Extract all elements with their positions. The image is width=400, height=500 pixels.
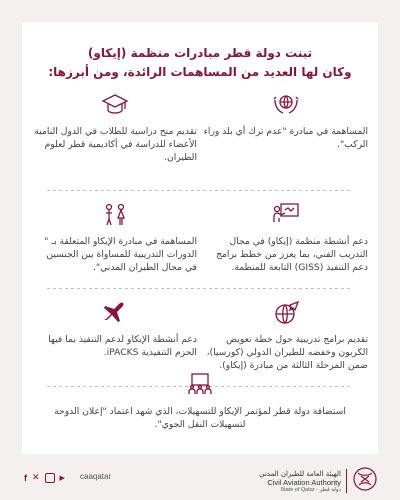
item-ipacks xyxy=(32,298,197,359)
page-title xyxy=(32,44,368,82)
hands-globe-icon xyxy=(203,90,368,120)
logo-subtitle: State of Qatar - دولة قطر xyxy=(280,486,341,493)
row-divider xyxy=(47,288,353,289)
caa-logo xyxy=(259,464,378,498)
airplane-icon xyxy=(32,298,197,328)
logo-divider xyxy=(346,469,347,493)
item-text: تقديم منح دراسية للطلاب في الدول النامية الأعضاء للدراسة في أكاديمية قطر لعلوم الطيران. xyxy=(34,126,197,163)
gender-equality-icon xyxy=(32,200,197,230)
item-scholarships xyxy=(32,90,197,164)
item-corsia xyxy=(203,298,368,372)
footer xyxy=(0,462,400,500)
qatar-emblem-icon xyxy=(352,464,378,498)
youtube-icon[interactable]: ▶ xyxy=(59,473,65,482)
logo-arabic-name: الهيئة العامة للطيران المدني xyxy=(259,469,341,478)
conference-icon xyxy=(50,370,350,400)
logo-english-name: Civil Aviation Authority xyxy=(267,477,341,487)
graduation-cap-icon xyxy=(32,90,197,120)
row-divider xyxy=(47,190,353,191)
item-text: المساهمة في مبادرة "عدم ترك أي بلد وراء الركب". xyxy=(203,126,368,150)
social-handle: caaqatar xyxy=(80,472,112,481)
info-card xyxy=(22,22,378,454)
title-line-1: تبنت دولة قطر مبادرات منظمة (إيكاو) xyxy=(87,46,313,60)
item-text: استضافة دولة قطر لمؤتمر الإيكاو للتسهيلات، الذي شهد اعتماد "إعلان الدوحة لتسهيلات النقل الجوي". xyxy=(54,406,346,430)
item-technical-training xyxy=(203,200,368,274)
facebook-icon[interactable]: f xyxy=(24,472,27,483)
item-text: دعم أنشطة الإيكاو لدعم التنفيذ بما فيها الحزم التنفيذية iPACKS. xyxy=(48,334,197,358)
presentation-board-icon xyxy=(203,200,368,230)
instagram-icon[interactable] xyxy=(45,473,55,483)
item-gender-equality xyxy=(32,200,197,274)
item-text: دعم أنشطة منظمة (إيكاو) في مجال التدريب الفني، بما يعزز من خطط برامج دعم التنفيذ (GISS) التابعة للمنظمة. xyxy=(216,236,368,273)
item-no-country-left-behind xyxy=(203,90,368,151)
social-links xyxy=(24,472,65,483)
x-icon[interactable]: ✕ xyxy=(32,472,40,482)
title-line-2: وكان لها العديد من المساهمات الرائدة، ومن أبرزها: xyxy=(48,65,352,79)
globe-airplane-icon xyxy=(203,298,368,328)
item-text: تقديم برامج تدريبية حول خطة تعويض الكربون وخفضه للطيران الدولي (كورسيا)، ضمن المرحلة الثالثة من مبادرة (إيكاو). xyxy=(206,334,368,371)
item-facilitation-conference xyxy=(50,370,350,431)
item-text: المساهمة في مبادرة الإيكاو المتعلقة بـ " الدورات التدريبية للمساواة بين الجنسين في مجال الطيران المدني". xyxy=(44,236,197,273)
